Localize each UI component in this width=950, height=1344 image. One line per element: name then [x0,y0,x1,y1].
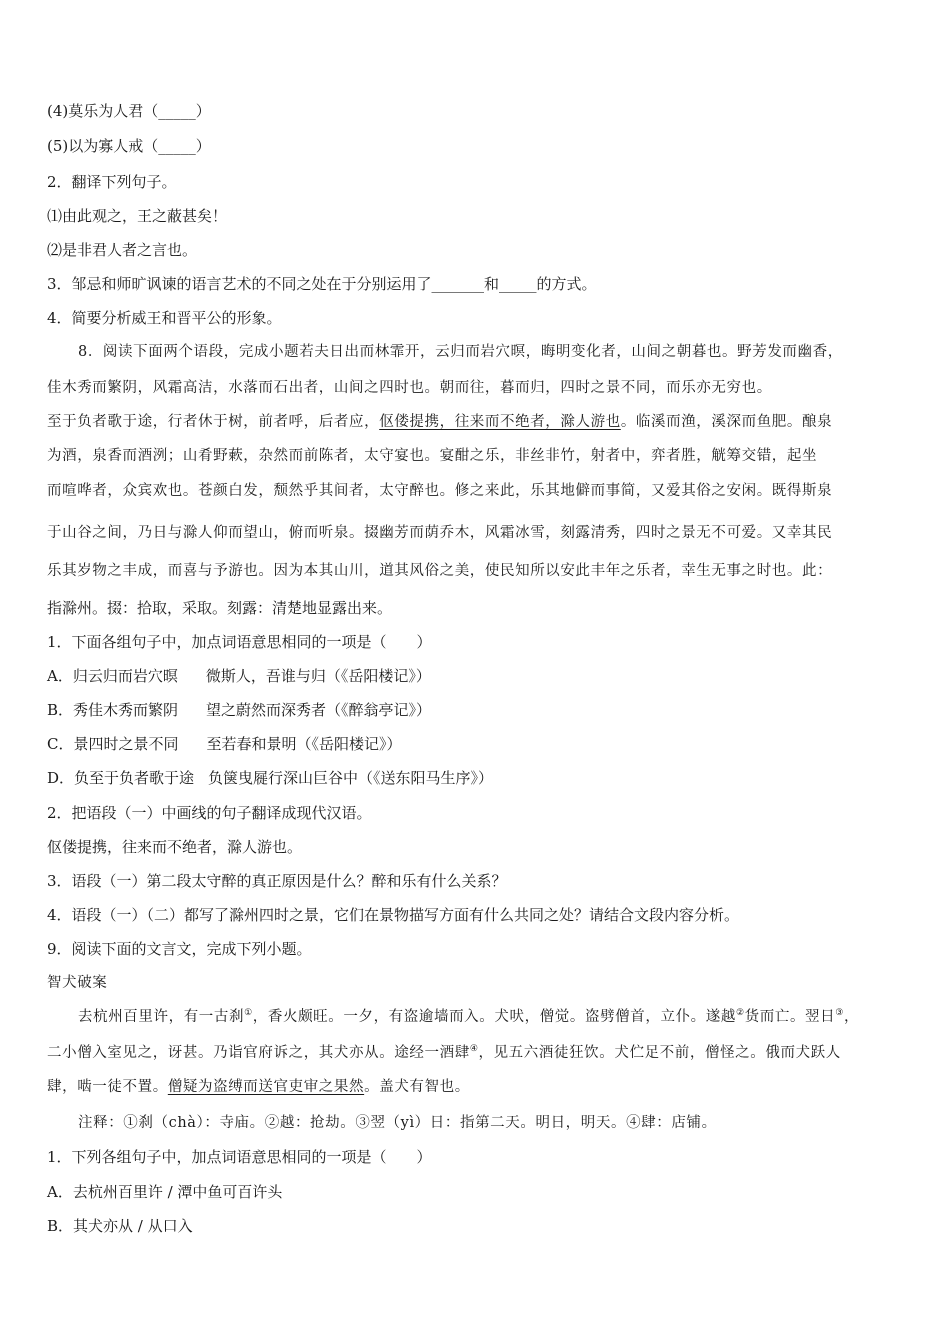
q8-p2-text-a: 至于负者歌于途，行者休于树，前者呼，后者应， [47,414,380,430]
q8-option-d [47,768,493,788]
q8-question-2-sentence: 伛偻提携，往来而不绝者，滁人游也。 [47,838,303,856]
q9-passage-line-3 [47,1077,470,1097]
q8-question-2: 2．把语段（一）中画线的句子翻译成现代汉语。 [47,804,372,822]
option-d-part-1: D．负至于负者歌于途 [47,769,195,787]
footnote-1: ① [244,1008,253,1018]
q8-passage-2-line-1 [47,412,832,432]
footnote-2: ② [735,1008,745,1018]
q9-passage-title: 智犬破案 [47,975,108,991]
q8-passage-2-line-3: 而喧哗者，众宾欢也。苍颜白发，颓然乎其间者，太守醉也。修之来此，乐其地僻而事简，又爱其俗之安闲。既得斯泉 [47,483,833,499]
question-2-title: 2．翻译下列句子。 [47,173,177,191]
q8-option-c [47,734,402,754]
q8-intro: 8．阅读下面两个语段，完成小题若夫日出而林霏开，云归而岩穴暝，晦明变化者，山间之朝暮也。野芳发而幽香， [78,344,843,360]
question-item-5: (5)以为寡人戒（_____） [47,137,211,155]
option-b-part-2: 望之蔚然而深秀者（《醉翁亭记》） [206,701,432,719]
footnote-3: ③ [835,1008,844,1018]
translate-sentence-1: ⑴由此观之，王之蔽甚矣！ [47,207,228,225]
option-a-part-2: 微斯人，吾谁与归（《岳阳楼记》） [205,667,431,685]
option-a-part-1: A．归云归而岩穴暝 [47,667,178,685]
q9-p-l1c: 货而亡。翌日 [744,1009,836,1025]
question-item-4: (4)莫乐为人君（_____） [47,102,211,120]
q8-passage-2-line-2: 为酒，泉香而酒洌；山肴野蔌，杂然而前陈者，太守宴也。宴酣之乐，非丝非竹，射者中，弈者胜，觥筹交错，起坐 [47,448,818,464]
q9-underlined-sentence: 僧疑为盗缚而送官吏审之果然 [167,1079,365,1095]
q9-option-a: A．去杭州百里许 / 潭中鱼可百许头 [47,1183,283,1201]
q8-p2-text-b: 。临溪而渔，溪深而鱼肥。酿泉 [620,414,833,430]
option-c-part-1: C．景四时之景不同 [47,735,179,753]
q8-option-a [47,666,431,686]
q8-question-1: 1．下面各组句子中，加点词语意思相同的一项是（ ） [47,633,432,651]
translate-sentence-2: ⑵是非君人者之言也。 [47,241,198,259]
q9-p-l3b: 。盖犬有智也。 [364,1079,470,1095]
q9-p-l3a: 肆，啮一徒不置。 [47,1079,168,1095]
q9-option-b: B．其犬亦从 / 从口入 [47,1217,193,1235]
q9-passage-line-1 [78,1007,859,1027]
q8-passage-2-line-4: 于山谷之间，乃日与滁人仰而望山，俯而听泉。掇幽芳而荫乔木，风霜冰雪，刻露清秀，四时之景无不可爱。又幸其民 [47,525,833,541]
q8-passage-2-line-5: 乐其岁物之丰成，而喜与予游也。因为本其山川，道其风俗之美，使民知所以安此丰年之乐者，幸生无事之时也。此： [47,563,833,579]
q8-underlined-sentence: 伛偻提携，往来而不绝者，滁人游也 [379,414,621,430]
q8-option-b [47,700,431,720]
q9-p-l2a: 二小僧入室见之，讶甚。乃诣官府诉之，其犬亦从。途经一酒肆 [47,1045,470,1061]
q9-passage-line-2 [47,1043,841,1063]
footnote-4: ④ [469,1044,479,1054]
q8-question-4: 4．语段（一）（二）都写了滁州四时之景，它们在景物描写方面有什么共同之处？请结合文段内容分析。 [47,906,740,924]
q9-p-l1d: ， [843,1009,860,1025]
option-d-part-2: 负箧曳屣行深山巨谷中（《送东阳马生序》） [208,769,494,787]
option-c-part-2: 至若春和景明（《岳阳楼记》） [206,735,402,753]
q9-p-l1b: ，香火颇旺。一夕，有盗逾墙而入。犬吠，僧觉。盗劈僧首，立仆。遂越 [252,1009,736,1025]
q9-title: 9．阅读下面的文言文，完成下列小题。 [47,940,312,958]
q8-passage-1-line-2: 佳木秀而繁阴，风霜高洁，水落而石出者，山间之四时也。朝而往，暮而归，四时之景不同，而乐亦无穷也。 [47,380,772,396]
q8-question-3: 3．语段（一）第二段太守醉的真正原因是什么？醉和乐有什么关系？ [47,872,507,890]
question-4: 4．简要分析威王和晋平公的形象。 [47,309,282,327]
q9-p-l1a: 去杭州百里许，有一古刹 [78,1009,245,1025]
question-3: 3．邹忌和师旷讽谏的语言艺术的不同之处在于分别运用了_______和_____的方式。 [47,275,597,293]
q9-p-l2b: ，见五六酒徒狂饮。犬伫足不前，僧怪之。俄而犬跃人 [478,1045,841,1061]
q8-note: 指滁州。掇：拾取，采取。刻露：清楚地显露出来。 [47,599,393,617]
q9-question-1: 1．下列各组句子中，加点词语意思相同的一项是（ ） [47,1148,432,1166]
q9-annotation: 注释：①刹（chà）：寺庙。②越：抢劫。③翌（yì）日：指第二天。明日，明天。④肆：店铺。 [78,1115,717,1131]
option-b-part-1: B．秀佳木秀而繁阴 [47,701,179,719]
